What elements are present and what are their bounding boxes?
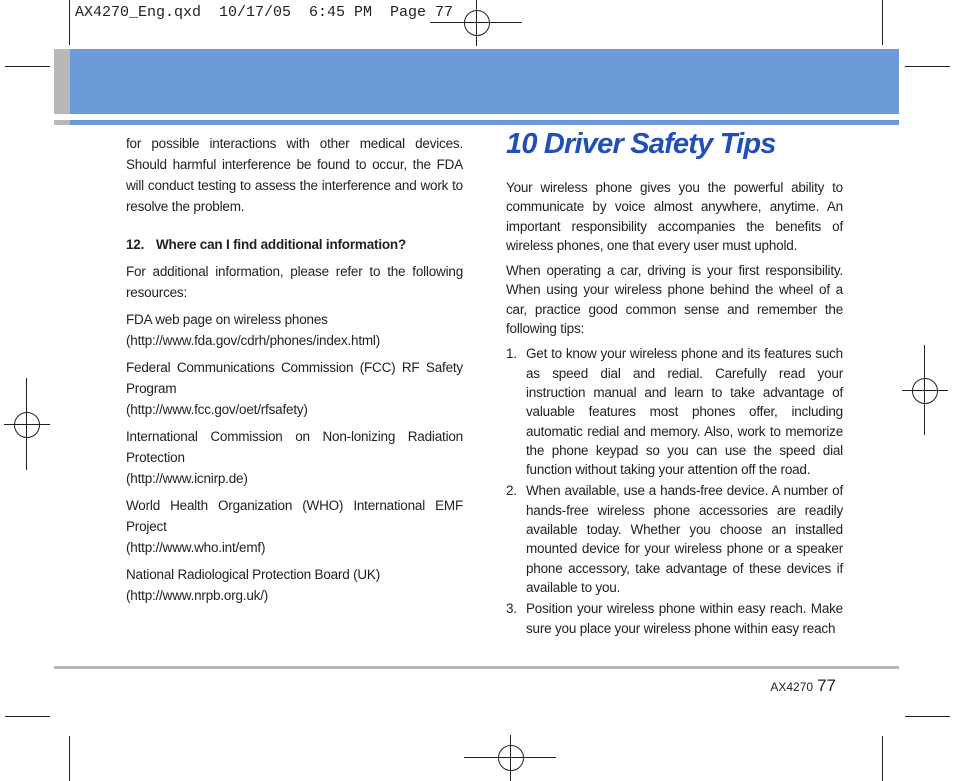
tip-number: 2. [506, 483, 517, 499]
resource-name: National Radiological Protection Board (UK) [126, 567, 381, 582]
resource-name: Federal Communications Commission (FCC) RF Safety Program [126, 360, 463, 396]
right-column [506, 178, 843, 640]
page-title: 10 Driver Safety Tips [506, 128, 776, 160]
page-number: 77 [817, 676, 836, 695]
resource-item [126, 495, 463, 558]
resources-intro: For additional information, please refer to the following resources: [126, 264, 463, 300]
question-heading [126, 234, 463, 255]
tip-text: Get to know your wireless phone and its features such as speed dial and redial. Carefully read your instruction manual and learn to take advantage of valuable features most phones offer, including automatic redial and memory. Also, work to memorize the phone keypad so you can use the speed dial function without taking your attention off the road. [526, 346, 843, 478]
left-column [126, 133, 463, 606]
header-banner-tab [54, 49, 70, 114]
model-name: AX4270 [770, 680, 814, 694]
resource-url: (http://www.fcc.gov/oet/rfsafety) [126, 402, 308, 417]
crop-mark [905, 66, 950, 67]
driving-paragraph: When operating a car, driving is your first responsibility. When using your wireless phone behind the wheel of a car, practice good common sense and remember the following tips: [506, 263, 843, 337]
resource-url: (http://www.icnirp.de) [126, 471, 248, 486]
tip-text: When available, use a hands-free device. A number of hands-free wireless phone accessories are readily available today. Whether you choose an installed mounted device for your wireless phone or a speaker phone accessory, take advantage of these devices if available to you. [526, 483, 843, 595]
page-footer [770, 676, 836, 696]
question-number: 12. [126, 237, 145, 252]
resource-url: (http://www.fda.gov/cdrh/phones/index.html) [126, 333, 381, 348]
crop-mark [69, 0, 70, 45]
resource-name: International Commission on Non-lonizing Radiation Protection [126, 429, 463, 465]
tip-text: Position your wireless phone within easy reach. Make sure you place your wireless phone within easy reach [526, 601, 843, 636]
tip-number: 3. [506, 601, 517, 617]
intro-paragraph: for possible interactions with other medical devices. Should harmful interference be found to occur, the FDA will conduct testing to assess the interference and work to resolve the problem. [126, 136, 463, 214]
intro-paragraph: Your wireless phone gives you the powerful ability to communicate by voice almost anywhere, anytime. An important responsibility accompanies the benefits of wireless phones, one that every user must uphold. [506, 180, 843, 253]
resource-name: World Health Organization (WHO) International EMF Project [126, 498, 463, 534]
resource-item [126, 564, 463, 606]
crop-mark [882, 0, 883, 45]
header-rule [54, 120, 899, 125]
resource-item [126, 309, 463, 351]
resource-url: (http://www.nrpb.org.uk/) [126, 588, 269, 603]
resource-item [126, 426, 463, 489]
footer-rule [54, 666, 899, 669]
list-item [506, 344, 843, 479]
crop-mark [905, 716, 950, 717]
crop-mark [882, 736, 883, 781]
resource-name: FDA web page on wireless phones [126, 312, 328, 327]
crop-mark [5, 66, 50, 67]
resource-item [126, 357, 463, 420]
list-item [506, 481, 843, 597]
tips-list [506, 344, 843, 637]
question-text: Where can I find additional information? [156, 237, 407, 252]
print-slug: AX4270_Eng.qxd 10/17/05 6:45 PM Page 77 [75, 4, 454, 21]
header-rule-tab [54, 120, 70, 125]
list-item [506, 599, 843, 638]
crop-mark [69, 736, 70, 781]
tip-number: 1. [506, 346, 517, 362]
crop-mark [5, 716, 50, 717]
resource-url: (http://www.who.int/emf) [126, 540, 266, 555]
header-banner [54, 49, 899, 114]
